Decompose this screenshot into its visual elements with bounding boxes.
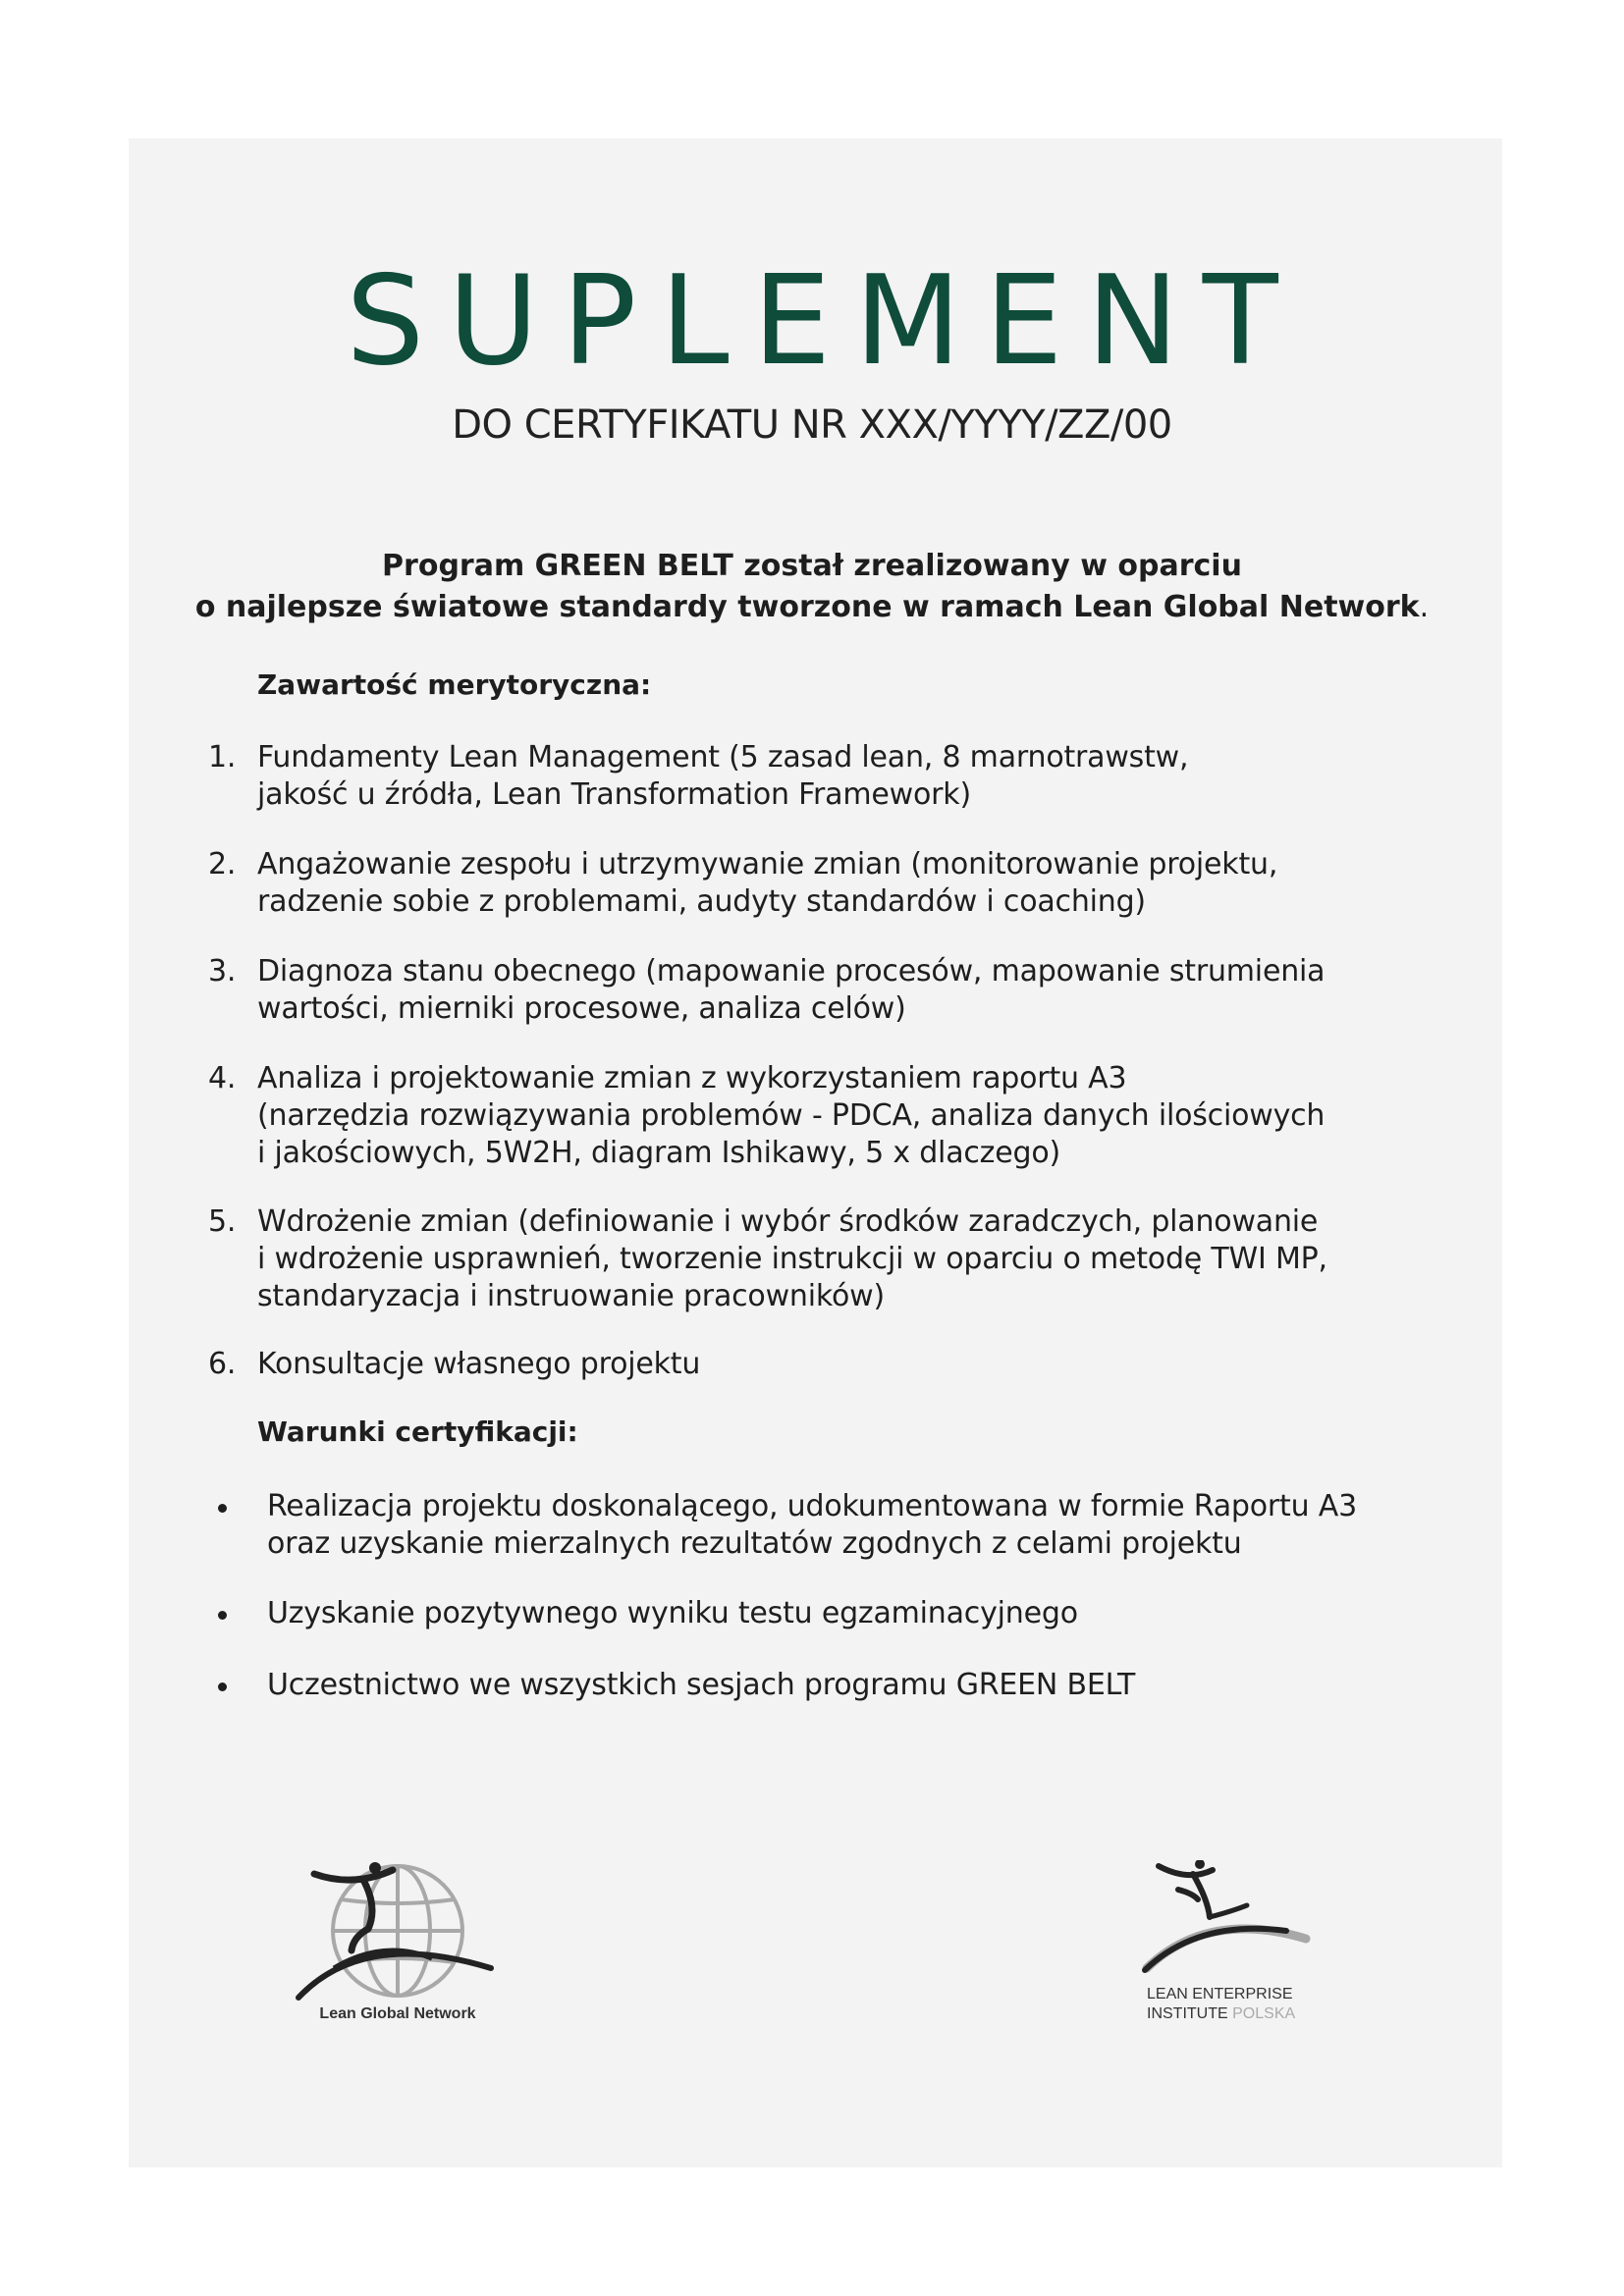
bullet-icon (218, 1611, 227, 1620)
logo-caption (1147, 1985, 1295, 2024)
logo-caption-polska: POLSKA (1232, 2005, 1296, 2022)
logo-caption: Lean Global Network (319, 2005, 476, 2022)
intro-line-2-text: o najlepsze światowe standardy tworzone w ramach Lean Global Network (194, 590, 1420, 624)
logo-caption-line-2 (1147, 2004, 1295, 2024)
conditions-heading: Warunki certyfikacji: (257, 1415, 578, 1448)
intro-line-2 (0, 587, 1624, 628)
certificate-number: DO CERTYFIKATU NR XXX/YYYY/ZZ/00 (452, 402, 1172, 448)
runner-icon (1139, 1860, 1326, 1978)
list-item-text: Fundamenty Lean Management (5 zasad lean, 8 marnotrawstw, jakość u źródła, Lean Transformation Framework) (257, 740, 1189, 812)
lean-enterprise-institute-logo (1139, 1860, 1326, 2027)
bullet-icon (218, 1504, 227, 1513)
lean-global-network-logo (295, 1860, 501, 2027)
list-item-text: Diagnoza stanu obecnego (mapowanie procesów, mapowanie strumienia wartości, mierniki procesowe, analiza celów) (257, 954, 1326, 1026)
intro-line-2-end: . (1419, 590, 1430, 624)
list-item-text: Uzyskanie pozytywnego wyniku testu egzaminacyjnego (267, 1596, 1078, 1630)
list-item-text: Realizacja projektu doskonalącego, udokumentowana w formie Raportu A3 oraz uzyskanie mierzalnych rezultatów zgodnych z celami projektu (267, 1489, 1357, 1561)
bullet-icon (218, 1682, 227, 1691)
list-item-number: 2. (208, 847, 237, 881)
logo-caption-institute: INSTITUTE (1147, 2005, 1228, 2022)
intro-text (0, 546, 1624, 628)
logo-caption-line-1: LEAN ENTERPRISE (1147, 1986, 1293, 2002)
list-item-number: 1. (208, 740, 237, 774)
list-item-number: 6. (208, 1347, 237, 1381)
list-item-text: Uczestnictwo we wszystkich sesjach programu GREEN BELT (267, 1668, 1136, 1702)
list-item-text: Analiza i projektowanie zmian z wykorzystaniem raportu A3 (narzędzia rozwiązywania problemów - PDCA, analiza danych ilościowych i jakościowych, 5W2H, diagram Ishikawy, 5 x dlaczego) (257, 1061, 1326, 1170)
list-item-text: Konsultacje własnego projektu (257, 1347, 701, 1381)
content-heading: Zawartość merytoryczna: (257, 668, 652, 701)
list-item-text: Angażowanie zespołu i utrzymywanie zmian (monitorowanie projektu, radzenie sobie z problemami, audyty standardów i coaching) (257, 847, 1278, 919)
list-item-number: 3. (208, 954, 237, 988)
list-item-number: 4. (208, 1061, 237, 1095)
list-item-text: Wdrożenie zmian (definiowanie i wybór środków zaradczych, planowanie i wdrożenie usprawnień, tworzenie instrukcji w oparciu o metodę TWI MP, standaryzacja i instruowanie pracowników) (257, 1204, 1327, 1313)
globe-runner-icon (295, 1860, 501, 2007)
intro-line-1: Program GREEN BELT został zrealizowany w oparciu (382, 549, 1242, 583)
list-item-number: 5. (208, 1204, 237, 1239)
document-title: SUPLEMENT (346, 248, 1302, 393)
